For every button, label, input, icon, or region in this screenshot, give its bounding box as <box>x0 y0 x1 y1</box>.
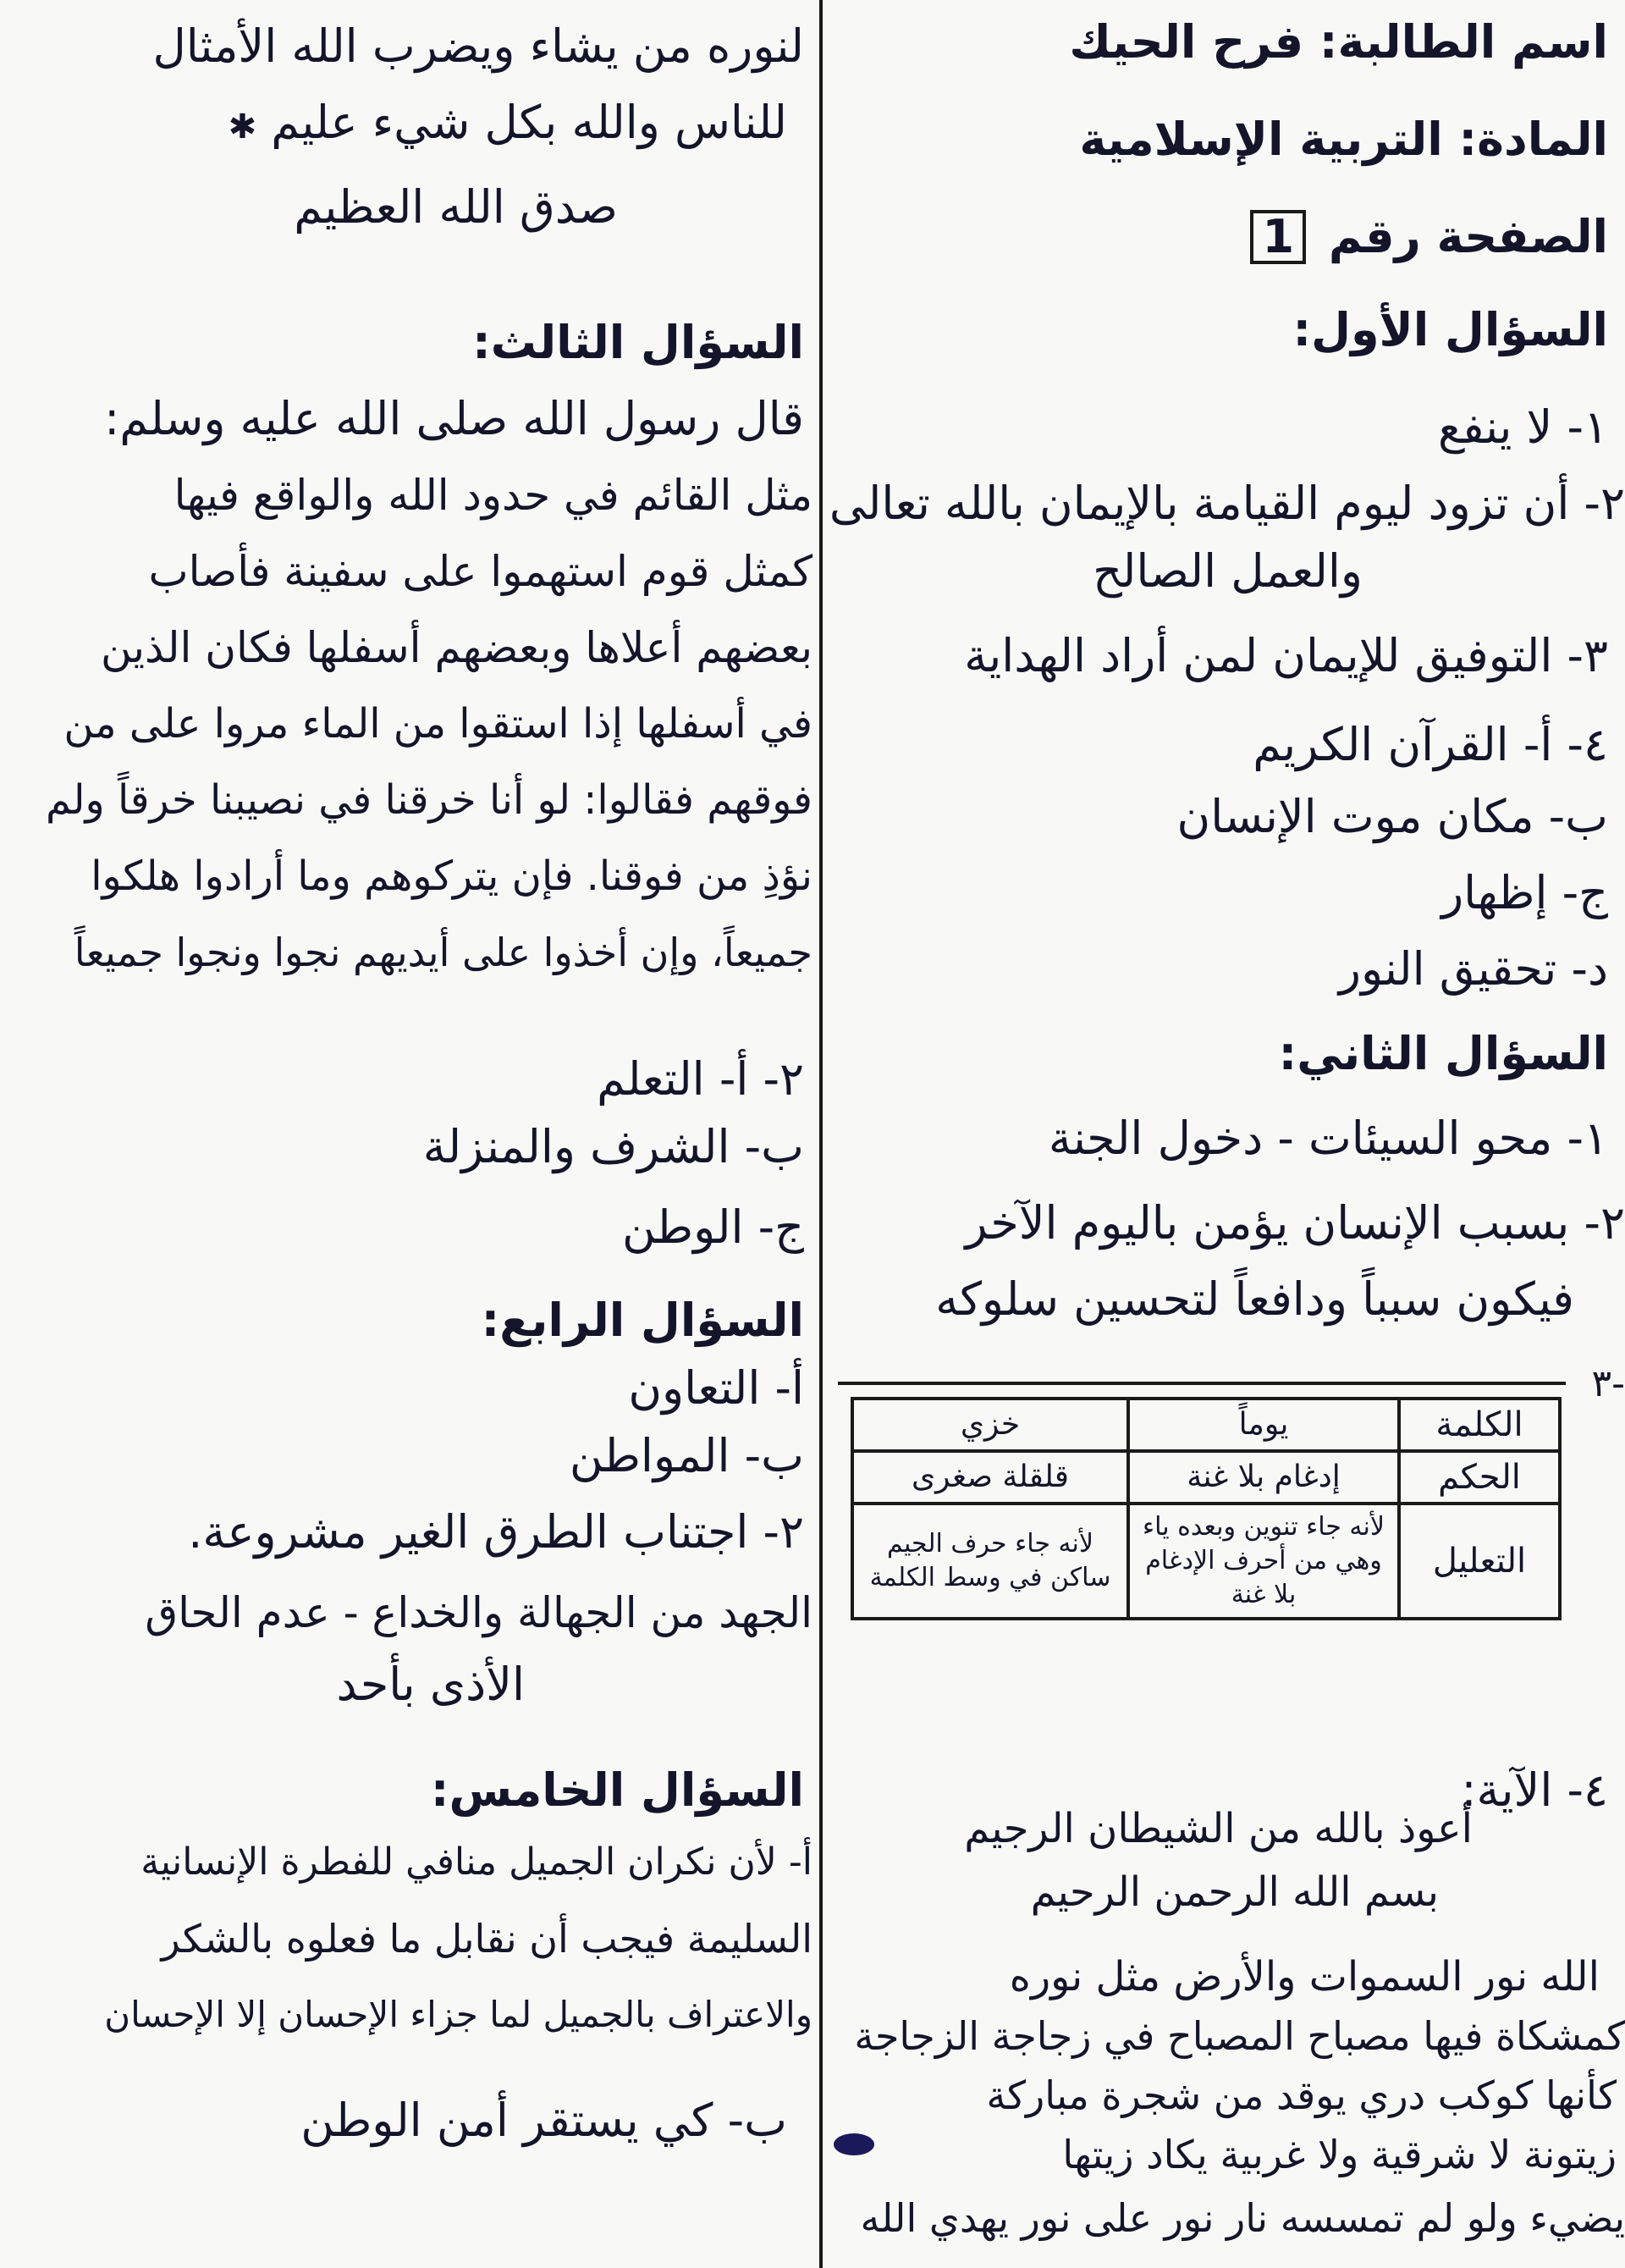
page-number-line <box>1250 207 1608 267</box>
verse-line-7 <box>229 93 787 157</box>
column-divider <box>819 0 823 2268</box>
table-row <box>852 1451 1560 1504</box>
q4-answer-3b: الأذى بأحد <box>336 1658 525 1711</box>
table-header-2: خزي <box>852 1399 1128 1451</box>
q1-answer-4d: د- تحقيق النور <box>1338 942 1608 996</box>
tajweed-table <box>851 1397 1562 1620</box>
q2-answer-2b: فيكون سبباً ودافعاً لتحسين سلوكه <box>935 1272 1574 1326</box>
q3-answer-2c: ج- الوطن <box>622 1200 804 1254</box>
q1-answer-4b: ب- مكان موت الإنسان <box>1176 790 1608 843</box>
verse-line-7-text: للناس والله بكل شيء عليم <box>271 96 787 149</box>
q5-heading: السؤال الخامس: <box>430 1763 804 1817</box>
q1-answer-2a: ٢- أن تزود ليوم القيامة بالإيمان بالله تعالى <box>829 477 1625 530</box>
table-header-1: يوماً <box>1128 1399 1399 1451</box>
ink-blot <box>834 2133 874 2155</box>
hadith-line-4: بعضهم أعلاها وبعضهم أسفلها فكان الذين <box>101 623 812 672</box>
q2-answer-1: ١- محو السيئات - دخول الجنة <box>1048 1112 1608 1165</box>
q4-answer-a: أ- التعاون <box>628 1361 804 1415</box>
q5-answer-a3: والاعتراف بالجميل لما جزاء الإحسان إلا الإحسان <box>104 1994 812 2035</box>
table-header-row <box>852 1399 1560 1451</box>
hadith-line-7: نؤذِ من فوقنا. فإن يتركوهم وما أرادوا هلكوا <box>91 853 812 900</box>
q1-answer-3: ٣- التوفيق للإيمان لمن أراد الهداية <box>964 629 1608 682</box>
isti3adha: أعوذ بالله من الشيطان الرجيم <box>964 1805 1473 1852</box>
table-cell: لأنه جاء حرف الجيم ساكن في وسط الكلمة <box>852 1504 1128 1619</box>
sadaqa-line: صدق الله العظيم <box>294 180 618 234</box>
q5-answer-a1: أ- لأن نكران الجميل منافي للفطرة الإنسانية <box>140 1840 812 1884</box>
hadith-line-6: فوقهم فقالوا: لو أنا خرقنا في نصيبنا خرقاً ولم <box>45 776 812 824</box>
q3-answer-2b: ب- الشرف والمنزلة <box>422 1120 804 1173</box>
q1-answer-4c: ج- إظهار <box>1441 866 1608 919</box>
table-cell: لأنه جاء تنوين وبعده ياء وهي من أحرف الإدغام بلا غنة <box>1128 1504 1399 1619</box>
q1-answer-4a: ٤- أ- القرآن الكريم <box>1253 718 1608 771</box>
table-row <box>852 1504 1560 1619</box>
left-column <box>0 0 812 2268</box>
table-cell: قلقلة صغرى <box>852 1451 1128 1504</box>
q3-heading: السؤال الثالث: <box>472 316 804 369</box>
hadith-line-8: جميعاً، وإن أخذوا على أيديهم نجوا ونجوا جميعاً <box>74 930 812 975</box>
basmala: بسم الله الرحمن الرحيم <box>1030 1868 1439 1916</box>
q4-answer-2: ٢- اجتناب الطرق الغير مشروعة. <box>188 1505 804 1559</box>
verse-line-1: الله نور السموات والأرض مثل نوره <box>1009 1953 1600 2000</box>
q1-answer-1: ١- لا ينفع <box>1437 400 1608 454</box>
table-header-word: الكلمة <box>1399 1399 1560 1451</box>
q2-answer-2a: ٢- بسبب الإنسان يؤمن باليوم الآخر <box>965 1196 1625 1250</box>
q4-answer-3a: الجهد من الجهالة والخداع - عدم الحاق <box>145 1588 812 1637</box>
q1-heading: السؤال الأول: <box>1292 303 1608 356</box>
verse-line-3: كأنها كوكب دري يوقد من شجرة مباركة <box>986 2072 1617 2118</box>
hadith-line-5: في أسفلها إذا استقوا من الماء مروا على من <box>63 700 812 748</box>
star-icon: ✱ <box>228 108 257 146</box>
q3-answer-2a: ٢- أ- التعلم <box>597 1052 804 1106</box>
page-number-label: الصفحة رقم <box>1328 210 1608 263</box>
page-number-box: 1 <box>1250 210 1306 264</box>
student-name: اسم الطالبة: فرح الحيك <box>1069 15 1608 69</box>
hadith-line-3: كمثل قوم استهموا على سفينة فأصاب <box>148 547 812 596</box>
table-cell: إدغام بلا غنة <box>1128 1451 1399 1504</box>
verse-line-5: يضيء ولو لم تمسسه نار نور على نور يهدي الله <box>860 2195 1625 2241</box>
q5-answer-b: ب- كي يستقر أمن الوطن <box>300 2094 787 2147</box>
q2-heading: السؤال الثاني: <box>1278 1027 1608 1080</box>
verse-line-4: زيتونة لا شرقية ولا غربية يكاد زيتها <box>1062 2132 1617 2177</box>
verse-line-6: لنوره من يشاء ويضرب الله الأمثال <box>152 19 804 73</box>
subject-line: المادة: التربية الإسلامية <box>1079 113 1608 166</box>
q4-answer-b: ب- المواطن <box>569 1429 804 1482</box>
q5-answer-a2: السليمة فيجب أن نقابل ما فعلوه بالشكر <box>161 1916 812 1962</box>
q2-answer-4: ٤- الآية: <box>1461 1763 1608 1817</box>
hadith-line-2: مثل القائم في حدود الله والواقع فيها <box>174 471 812 520</box>
hadith-line-1: قال رسول الله صلى الله عليه وسلم: <box>104 392 804 445</box>
q2-answer-3-label: -٣ <box>1591 1362 1625 1405</box>
table-row-label: التعليل <box>1399 1504 1560 1619</box>
table-row-label: الحكم <box>1399 1451 1560 1504</box>
verse-line-2: كمشكاة فيها مصباح المصباح في زجاجة الزجاجة <box>854 2013 1625 2059</box>
q4-heading: السؤال الرابع: <box>481 1294 804 1347</box>
q1-answer-2b: والعمل الصالح <box>1093 544 1363 598</box>
right-column <box>829 0 1625 2268</box>
table-top-rule <box>838 1382 1566 1385</box>
